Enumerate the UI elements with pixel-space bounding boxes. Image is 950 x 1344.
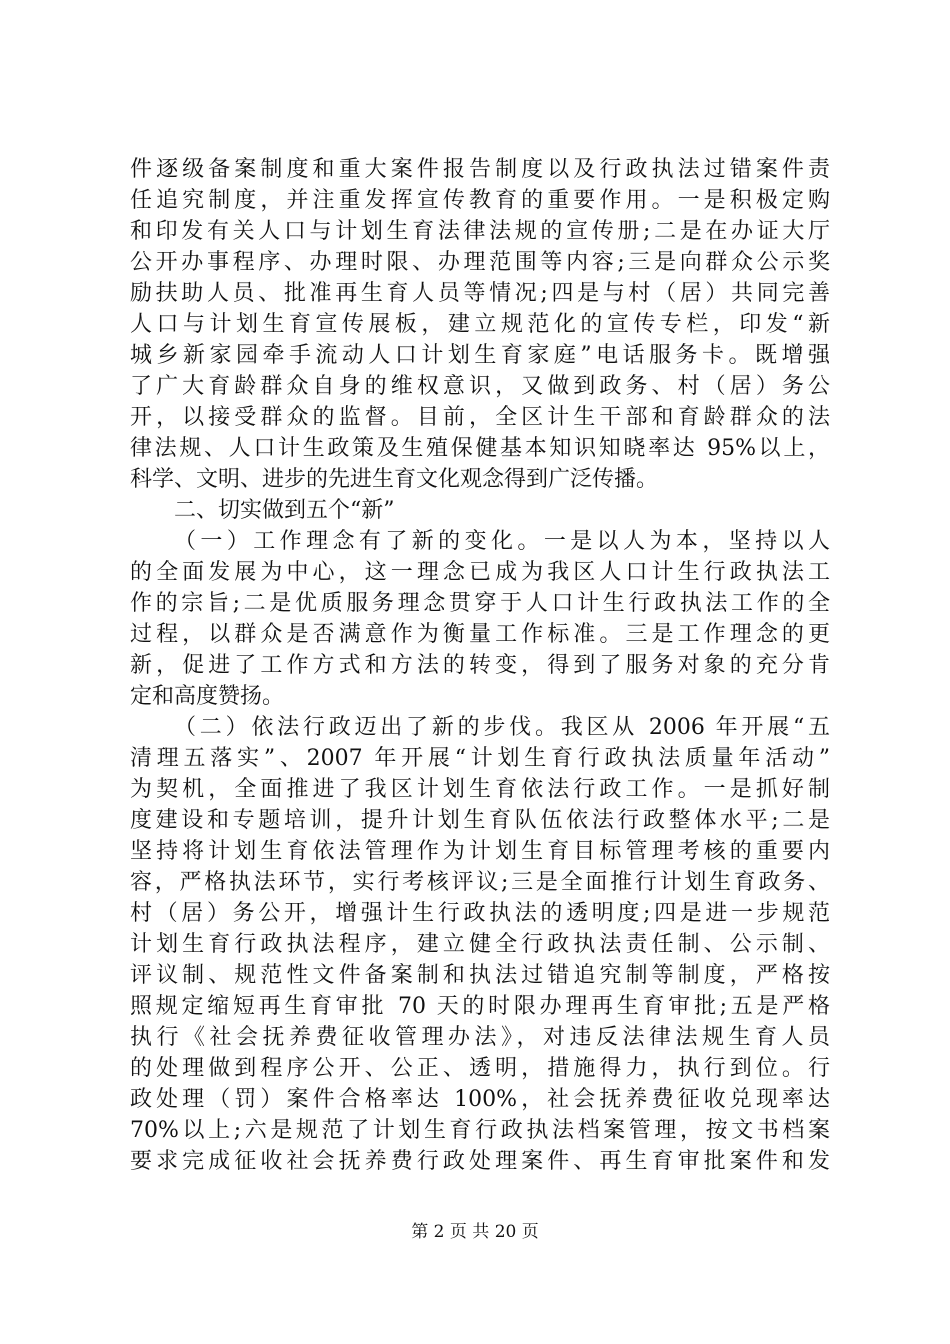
body-line-25: 村（居）务公开，增强计生行政执法的透明度;四是进一步规范 [130, 901, 830, 926]
body-line-29: 执行《社会抚养费征收管理办法》，对违反法律法规生育人员 [130, 1025, 830, 1050]
body-line-15: 作的宗旨;二是优质服务理念贯穿于人口计生行政执法工作的全 [130, 591, 830, 616]
body-line-2: 任追究制度，并注重发挥宣传教育的重要作用。一是积极定购 [130, 188, 830, 213]
body-line-14: 的全面发展为中心，这一理念已成为我区人口计生行政执法工 [130, 560, 830, 585]
document-body [130, 154, 830, 1177]
body-line-27: 评议制、规范性文件备案制和执法过错追究制等制度，严格按 [130, 963, 830, 988]
body-line-30: 的处理做到程序公开、公正、透明，措施得力，执行到位。行 [130, 1056, 830, 1081]
body-line-6: 人口与计划生育宣传展板，建立规范化的宣传专栏，印发“新 [130, 312, 830, 337]
body-line-1: 件逐级备案制度和重大案件报告制度以及行政执法过错案件责 [130, 157, 830, 182]
body-line-17: 新，促进了工作方式和方法的转变，得到了服务对象的充分肯 [130, 653, 830, 678]
page-number: 第 2 页 共 20 页 [411, 1222, 539, 1242]
body-line-20: 清理五落实”、2007 年开展“计划生育行政执法质量年活动” [130, 746, 830, 771]
body-line-33: 要求完成征收社会抚养费行政处理案件、再生育审批案件和发 [130, 1149, 830, 1174]
body-line-23: 坚持将计划生育依法管理作为计划生育目标管理考核的重要内 [130, 839, 830, 864]
body-line-28: 照规定缩短再生育审批 70 天的时限办理再生育审批;五是严格 [130, 994, 830, 1019]
body-line-3: 和印发有关人口与计划生育法律法规的宣传册;二是在办证大厅 [130, 219, 830, 244]
body-line-7: 城乡新家园牵手流动人口计划生育家庭”电话服务卡。既增强 [130, 343, 830, 368]
body-line-16: 过程，以群众是否满意作为衡量工作标准。三是工作理念的更 [130, 622, 830, 647]
body-line-19: （二）依法行政迈出了新的步伐。我区从 2006 年开展“五 [174, 715, 830, 740]
body-line-4: 公开办事程序、办理时限、办理范围等内容;三是向群众公示奖 [130, 250, 830, 275]
body-line-13: （一）工作理念有了新的变化。一是以人为本，坚持以人 [174, 529, 830, 554]
body-line-21: 为契机，全面推进了我区计划生育依法行政工作。一是抓好制 [130, 777, 830, 802]
body-line-11: 科学、文明、进步的先进生育文化观念得到广泛传播。 [130, 467, 659, 492]
body-line-22: 度建设和专题培训，提升计划生育队伍依法行政整体水平;二是 [130, 808, 830, 833]
body-line-8: 了广大育龄群众自身的维权意识，又做到政务、村（居）务公 [130, 374, 830, 399]
body-line-9: 开，以接受群众的监督。目前，全区计生干部和育龄群众的法 [130, 405, 830, 430]
body-line-32: 70%以上;六是规范了计划生育行政执法档案管理，按文书档案 [130, 1118, 830, 1143]
body-line-5: 励扶助人员、批准再生育人员等情况;四是与村（居）共同完善 [130, 281, 830, 306]
body-line-10: 律法规、人口计生政策及生殖保健基本知识知晓率达 95%以上， [130, 436, 830, 461]
body-line-31: 政处理（罚）案件合格率达 100%，社会抚养费征收兑现率达 [130, 1087, 830, 1112]
section-heading: 二、切实做到五个“新” [174, 498, 395, 523]
body-line-18: 定和高度赞扬。 [130, 684, 285, 709]
body-line-26: 计划生育行政执法程序，建立健全行政执法责任制、公示制、 [130, 932, 830, 957]
body-line-24: 容，严格执法环节，实行考核评议;三是全面推行计划生育政务、 [130, 870, 830, 895]
